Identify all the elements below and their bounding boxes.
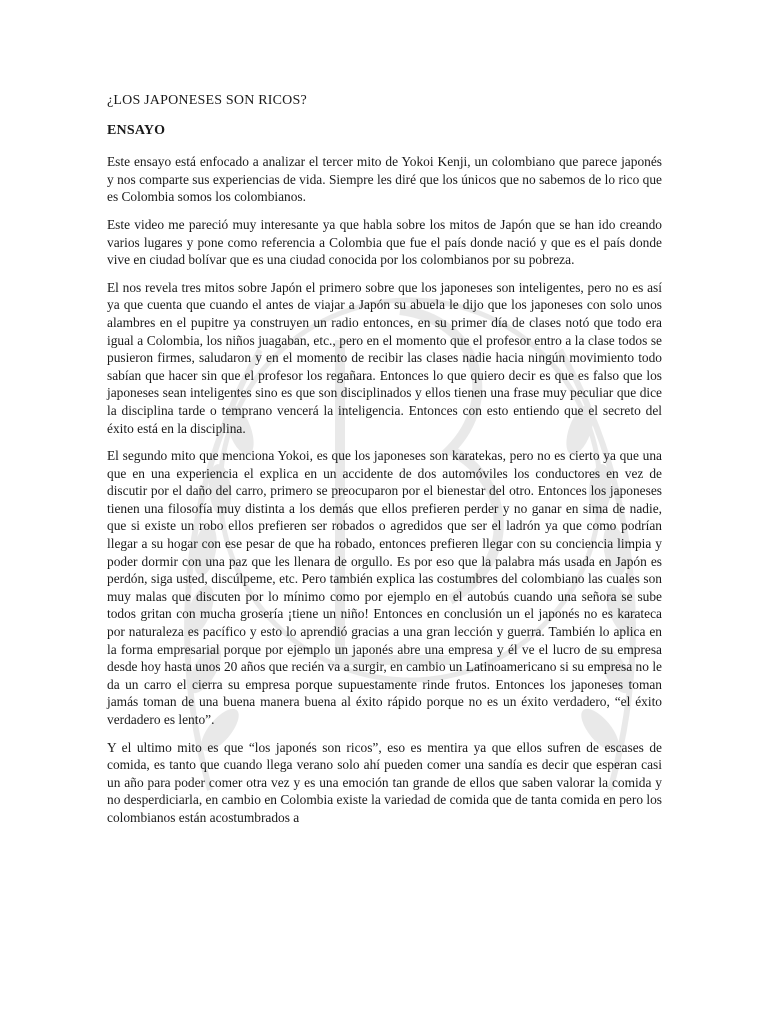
paragraph-4: El segundo mito que menciona Yokoi, es que los japoneses son karatekas, pero no es cierto ya que una que en una experiencia el explica en un accidente de dos automóviles los conductores en vez de discutir por el daño del carro, primero se preocuparon por el bienestar del otro. Entonces los japoneses tienen una filosofía muy distinta a los demás que ellos prefieren perder y no ganar en sima de nadie, que si existe un robo ellos prefieren ser robados o agredidos que ser el ladrón ya que como podrían llegar a su hogar con ese pesar de que ha robado, entonces prefieren llegar con su conciencia limpia y poder dormir con una paz que les llenara de orgullo. Es por eso que la palabra más usada en Japón es perdón, siga usted, discúlpeme, etc. Pero también explica las costumbres del colombiano las cuales son muy malas que discuten por lo mínimo como por ejemplo en el autobús cuando una señora se sube todos gritan con mucha grosería ¡tiene un niño! Entonces en conclusión un el japonés no es karateca por naturaleza es pacífico y esto lo aprendió gracias a una gran lección y guerra. También lo aplica en la forma empresarial porque por ejemplo un japonés abre una empresa y él ve el lucro de su empresa desde hoy hasta unos 20 años que recién va a surgir, en cambio un Latinoamericano si su empresa no le da un carro el cierra su empresa porque supuestamente rinde frutos. Entonces los japoneses toman jamás toman de una buena manera buena al éxito rápido porque no es un éxito verdadero, “el éxito verdadero es lento”. xyxy=(107,448,662,727)
paragraph-5: Y el ultimo mito es que “los japonés son ricos”, eso es mentira ya que ellos sufren de escases de comida, es tanto que cuando llega verano solo ahí pueden comer una sandía es decir que esperan casi un año para poder comer otra vez y es una emoción tan grande de ellos que saben valorar la comida y no desperdiciarla, en cambio en Colombia existe la variedad de comida que de tanta comida en pero los colombianos están acostumbrados a xyxy=(107,739,662,825)
document-title: ¿LOS JAPONESES SON RICOS? xyxy=(107,93,307,108)
document-subtitle: ENSAYO xyxy=(107,122,166,138)
paragraph-2: Este video me pareció muy interesante ya que habla sobre los mitos de Japón que se han ido creando varios lugares y pone como referencia a Colombia que fue el país donde nació y que es el país donde vive en ciudad bolívar que es una ciudad conocida por los colombianos por su pobreza. xyxy=(107,216,662,268)
document-body xyxy=(107,92,662,837)
paragraph-1: Este ensayo está enfocado a analizar el tercer mito de Yokoi Kenji, un colombiano que parece japonés y nos comparte sus experiencias de vida. Siempre les diré que los únicos que no sabemos de lo rico que es Colombia somos los colombianos. xyxy=(107,154,662,205)
paragraph-3: El nos revela tres mitos sobre Japón el primero sobre que los japoneses son inteligentes, pero no es así ya que cuenta que cuando el antes de viajar a Japón su abuela le dijo que los japoneses con solo unos alambres en el pupitre ya construyen un radio entonces, en su primer día de clases notó que todo era igual a Colombia, los niños juagaban, etc., pero en el momento que el profesor entro a la clase todos se pusieron firmes, saludaron y en el momento de recibir las clases nadie hacia ningún movimiento todo sabían que hacer sin que el profesor los regañara. Entonces lo que quiero decir es que es falso que los japoneses sean inteligentes sino es que son disciplinados y ellos tienen una frase muy peculiar que dice la disciplina tarde o temprano vencerá la inteligencia. Entonces con esto entiendo que el secreto del éxito está en la disciplina. xyxy=(107,279,662,436)
